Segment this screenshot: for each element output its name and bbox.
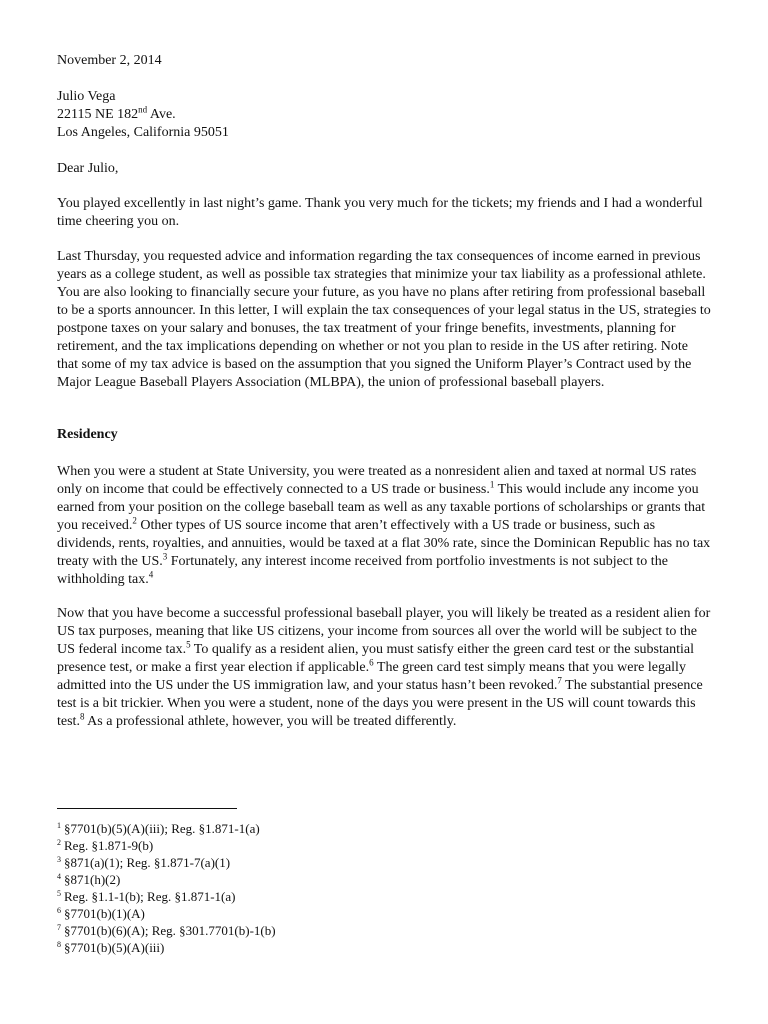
p3-sentence-3: Other types of US source income that aren’t effectively with a US trade or business, such as dividends, rents, royalties, and annuities, would be taxed at a flat 30% rate, since the Dominican Republic has no tax treaty with the US.: [57, 518, 711, 569]
footnote-number: 5: [57, 888, 61, 898]
salutation: Dear Julio,: [57, 161, 119, 176]
footnote-ref-8: 8: [79, 711, 85, 722]
footnote-4: [57, 871, 276, 888]
footnote-text: §7701(b)(1)(A): [64, 906, 145, 921]
p3-sentence-1: When you were a student at State University, you were treated as a nonresident alien and taxed at normal US rates only on income that could be effectively connected to a US trade or business.: [57, 464, 697, 497]
footnote-text: §7701(b)(5)(A)(iii); Reg. §1.871-1(a): [64, 821, 260, 836]
p4-sentence-4: The substantial presence test is a bit trickier. When you were a student, none of the days you were present in the US will count towards this test.: [57, 678, 703, 729]
paragraph-purpose: Last Thursday, you requested advice and information regarding the tax consequences of income earned in previous years as a college student, as well as possible tax strategies that minimize your tax liability as a professional athlete. You are also looking to financially secure your future, as you have no plans after retiring from professional baseball to be a sports announcer. In this letter, I will explain the tax consequences of your legal status in the US, strategies to postpone taxes on your salary and bonuses, the tax treatment of your fringe benefits, investments, planning for retirement, and the tax implications depending on whether or not you plan to reside in the US after retiring. Note that some of my tax advice is based on the assumption that you signed the Uniform Player’s Contract used by the Major League Baseball Players Association (MLBPA), the union of professional baseball players.: [57, 249, 711, 390]
footnote-ref-1: 1: [489, 479, 495, 490]
p4-sentence-3: The green card test simply means that you were legally admitted into the US under the US immigration law, and your status hasn’t been revoked.: [57, 660, 686, 693]
recipient-name: Julio Vega: [57, 89, 116, 104]
paragraph-student-status: [57, 463, 712, 589]
paragraph-resident-alien: [57, 605, 712, 731]
footnote-number: 7: [57, 922, 61, 932]
footnote-text: §871(h)(2): [64, 872, 121, 887]
footnote-7: [57, 922, 276, 939]
address-line-2: Los Angeles, California 95051: [57, 125, 229, 140]
footnote-1: [57, 820, 276, 837]
p4-sentence-2: To qualify as a resident alien, you must satisfy either the green card test or the substantial presence test, or make a first year election if applicable.: [57, 642, 694, 675]
footnote-number: 1: [57, 820, 61, 830]
footnote-number: 6: [57, 905, 61, 915]
p4-sentence-5: As a professional athlete, however, you will be treated differently.: [84, 714, 457, 729]
footnote-number: 4: [57, 871, 61, 881]
address-line-1-post: Ave.: [147, 107, 176, 122]
letter-date: November 2, 2014: [57, 53, 162, 68]
footnote-5: [57, 888, 276, 905]
footnote-2: [57, 837, 276, 854]
footnote-text: Reg. §1.871-9(b): [64, 838, 154, 853]
footnote-divider: [57, 808, 237, 809]
footnote-ref-2: 2: [132, 515, 137, 526]
address-line-1-pre: 22115 NE 182: [57, 107, 139, 122]
footnote-number: 2: [57, 837, 61, 847]
footnote-3: [57, 854, 276, 871]
footnote-ref-5: 5: [186, 639, 191, 650]
paragraph-thanks: You played excellently in last night’s game. Thank you very much for the tickets; my friends and I had a wonderful time cheering you on.: [57, 196, 703, 229]
footnote-number: 8: [57, 939, 61, 949]
footnote-ref-6: 6: [369, 657, 374, 668]
recipient-address: [57, 88, 712, 142]
footnote-6: [57, 905, 276, 922]
footnote-text: §7701(b)(6)(A); Reg. §301.7701(b)-1(b): [64, 923, 276, 938]
footnote-text: §7701(b)(5)(A)(iii): [64, 940, 165, 955]
p4-sentence-1: Now that you have become a successful professional baseball player, you will likely be treated as a resident alien for US tax purposes, meaning that like US citizens, your income from sources all over the world will be subject to the US federal income tax.: [57, 606, 711, 657]
footnotes-list: [57, 820, 276, 956]
footnote-8: [57, 939, 276, 956]
footnote-number: 3: [57, 854, 61, 864]
footnote-text: Reg. §1.1-1(b); Reg. §1.871-1(a): [64, 889, 236, 904]
footnote-ref-3: 3: [162, 551, 168, 562]
address-line-1: [57, 106, 712, 124]
footnote-text: §871(a)(1); Reg. §1.871-7(a)(1): [64, 855, 231, 870]
footnote-ref-4: 4: [148, 569, 154, 580]
address-ordinal: nd: [138, 104, 148, 115]
p3-sentence-2: This would include any income you earned from your position on the college baseball team as well as any taxable portions of scholarships or grants that you received.: [57, 482, 706, 533]
p3-sentence-4: Fortunately, any interest income received from portfolio investments is not subject to the withholding tax.: [57, 554, 668, 587]
footnote-ref-7: 7: [557, 675, 562, 686]
section-heading-residency: Residency: [57, 427, 118, 442]
